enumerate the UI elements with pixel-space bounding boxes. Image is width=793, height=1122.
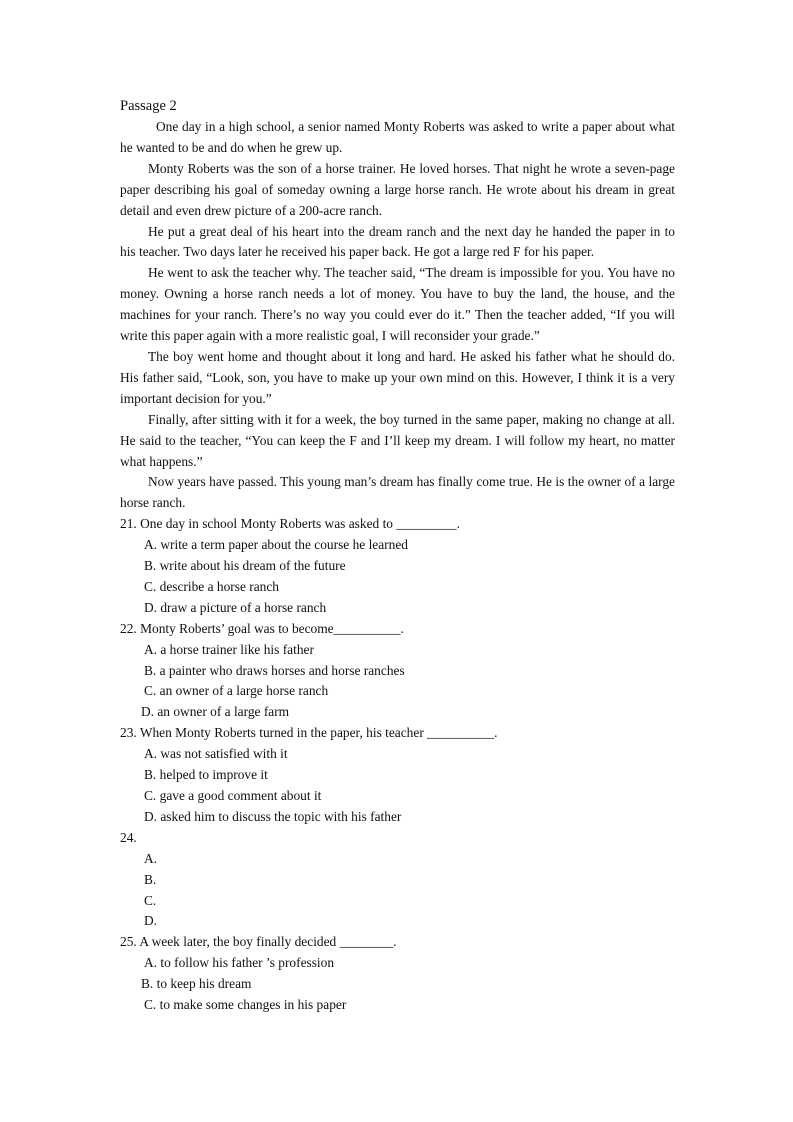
passage-title: Passage 2	[120, 98, 177, 114]
question-stem: 21. One day in school Monty Roberts was asked to _________.	[120, 516, 460, 532]
answer-option: A.	[144, 850, 158, 866]
answer-option: A. write a term paper about the course he learned	[144, 537, 408, 553]
passage-paragraph: One day in a high school, a senior named Monty Roberts was asked to write a paper about what he wanted to be and do when he grew up.	[120, 119, 675, 155]
passage-paragraph: He put a great deal of his heart into the dream ranch and the next day he handed the paper in to his teacher. Two days later he received his paper back. He got a large red F for his paper.	[120, 223, 675, 260]
answer-option: B. write about his dream of the future	[144, 558, 346, 574]
answer-option: D. draw a picture of a horse ranch	[144, 599, 327, 615]
answer-option: B.	[144, 871, 157, 887]
passage-paragraph: The boy went home and thought about it long and hard. He asked his father what he should do. His father said, “Look, son, you have to make up your own mind on this. However, I think it is a very important decision for you.”	[120, 348, 675, 406]
answer-option: C. gave a good comment about it	[144, 788, 322, 803]
question-stem: 23. When Monty Roberts turned in the paper, his teacher __________.	[120, 725, 498, 741]
passage-paragraph: Now years have passed. This young man’s dream has finally come true. He is the owner of a large horse ranch.	[120, 474, 675, 511]
passage-paragraph: He went to ask the teacher why. The teacher said, “The dream is impossible for you. You have no money. Owning a horse ranch needs a lot of money. You have to buy the land, the house, and the machines for your ranch. There’s no way you could ever do it.” Then the teacher added, “If you will write this paper again with a more realistic goal, I will reconsider your grade.”	[120, 265, 675, 344]
question-stem: 22. Monty Roberts’ goal was to become__________.	[120, 620, 404, 636]
answer-option: D. an owner of a large farm	[141, 704, 290, 720]
answer-option: D.	[144, 913, 158, 929]
passage-paragraph: Monty Roberts was the son of a horse trainer. He loved horses. That night he wrote a seven-page paper describing his goal of someday owning a large horse ranch. He wrote about his dream in great detail and even drew picture of a 200-acre ranch.	[120, 160, 675, 218]
passage-paragraph: Finally, after sitting with it for a week, the boy turned in the same paper, making no change at all. He said to the teacher, “You can keep the F and I’ll keep my dream. I will follow my heart, no matter what happens.”	[120, 411, 675, 469]
answer-option: B. helped to improve it	[144, 767, 268, 783]
document-page	[120, 96, 675, 1016]
answer-option: C. describe a horse ranch	[144, 578, 279, 594]
answer-option: A. was not satisfied with it	[144, 746, 288, 762]
answer-option: D. asked him to discuss the topic with his father	[144, 808, 402, 824]
answer-option: A. a horse trainer like his father	[144, 641, 314, 657]
question-stem: 24.	[120, 829, 137, 845]
answer-option: A. to follow his father ’s profession	[144, 955, 335, 971]
answer-option: B. to keep his dream	[141, 976, 252, 992]
answer-option: C. to make some changes in his paper	[144, 997, 347, 1013]
answer-option: C. an owner of a large horse ranch	[144, 683, 329, 699]
question-stem: 25. A week later, the boy finally decided ________.	[120, 934, 397, 950]
answer-option: C.	[144, 892, 157, 908]
answer-option: B. a painter who draws horses and horse ranches	[144, 662, 405, 678]
